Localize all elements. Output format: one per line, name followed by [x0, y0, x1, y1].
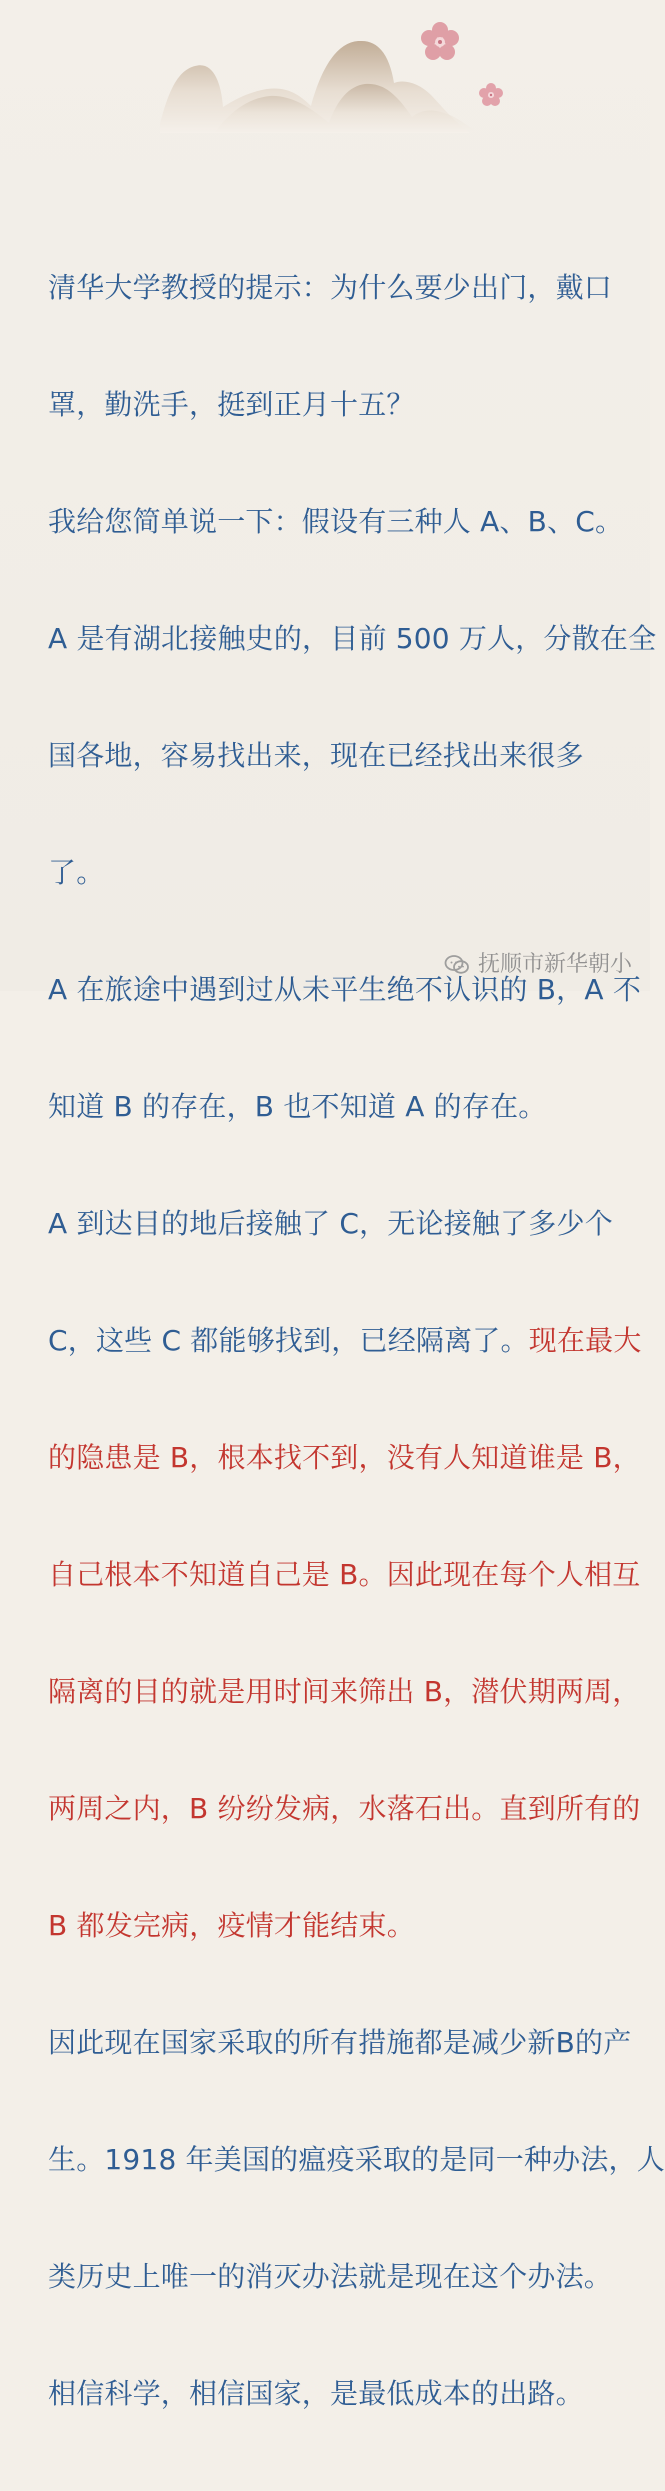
- text-line: [48, 268, 613, 307]
- text-line: [48, 385, 613, 424]
- text-segment: 相信科学，相信国家，是最低成本的出路。: [48, 2377, 584, 2410]
- text-line: [48, 736, 613, 775]
- wechat-icon: [444, 953, 470, 977]
- text-line: [48, 2374, 613, 2413]
- text-segment: 国各地，容易找出来，现在已经找出来很多: [48, 739, 584, 772]
- text-segment: 我给您简单说一下：假设有三种人 A、B、C。: [48, 505, 624, 538]
- text-segment: A 在旅途中遇到过从未平生绝不认识的 B，A 不: [48, 973, 642, 1006]
- highlight-line: [48, 1555, 641, 1594]
- highlight-line: [48, 1789, 641, 1828]
- text-segment: A 到达目的地后接触了 C，无论接触了多少个: [48, 1207, 613, 1240]
- article-text: [48, 190, 665, 2491]
- highlight-text: B 都发完病，疫情才能结束。: [48, 1909, 415, 1942]
- highlight-text: 的隐患是 B，根本找不到，没有人知道谁是 B，: [48, 1441, 641, 1474]
- watermark-text: 抚顺市新华朝小: [477, 952, 632, 977]
- text-segment: 类历史上唯一的消灭办法就是现在这个办法。: [48, 2260, 613, 2293]
- text-segment: 清华大学教授的提示：为什么要少出门，戴口: [48, 271, 613, 304]
- text-segment: C，这些 C 都能够找到，已经隔离了。: [48, 1324, 529, 1357]
- highlight-text: 两周之内，B 纷纷发病，水落石出。直到所有的: [48, 1792, 641, 1825]
- text-segment: 罩，勤洗手，挺到正月十五？: [48, 388, 415, 421]
- text-segment: 因此现在国家采取的所有措施都是减少新B的产: [48, 2026, 632, 2059]
- highlight-line: [48, 1438, 641, 1477]
- text-segment: 生。1918 年美国的瘟疫采取的是同一种办法，人: [48, 2143, 665, 2176]
- text-segment: A 是有湖北接触史的，目前 500 万人，分散在全: [48, 622, 657, 655]
- text-line: [48, 1321, 642, 1360]
- text-line: [48, 502, 624, 541]
- text-line: [48, 2257, 613, 2296]
- blossom-small-icon: [479, 83, 503, 106]
- text-line: [48, 1087, 613, 1126]
- text-segment: 知道 B 的存在，B 也不知道 A 的存在。: [48, 1090, 547, 1123]
- text-line: [48, 853, 613, 892]
- text-line: [48, 2140, 665, 2179]
- highlight-line: [48, 1906, 613, 1945]
- text-segment: 了。: [48, 856, 105, 889]
- text-line: [48, 619, 657, 658]
- highlight-text: 现在最大: [528, 1324, 642, 1357]
- text-line: [48, 2023, 632, 2062]
- blossom-large-icon: [421, 22, 459, 60]
- highlight-text: 隔离的目的就是用时间来筛出 B，潜伏期两周，: [48, 1675, 641, 1708]
- text-line: [48, 1204, 613, 1243]
- highlight-text: 自己根本不知道自己是 B。因此现在每个人相互: [48, 1558, 641, 1591]
- mountain-blossom-art: [0, 0, 650, 160]
- highlight-line: [48, 1672, 641, 1711]
- account-watermark: [444, 953, 632, 977]
